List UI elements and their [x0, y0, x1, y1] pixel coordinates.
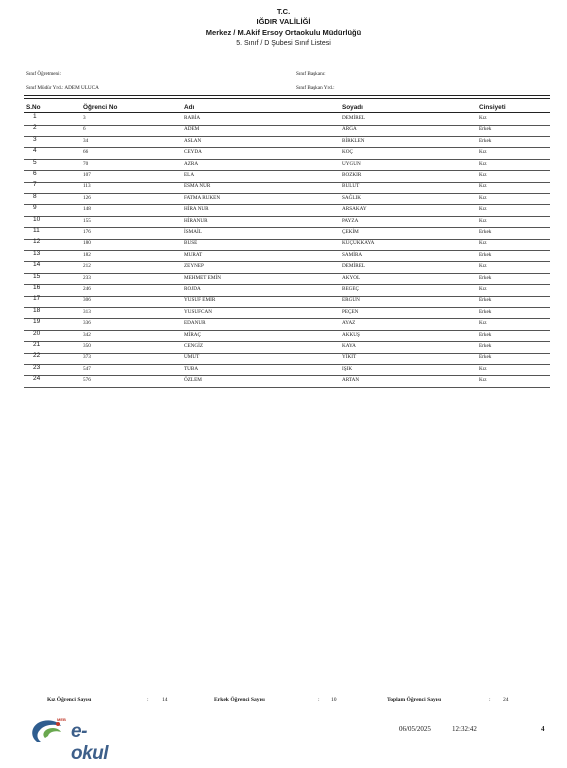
- row-sno: 1: [33, 113, 37, 120]
- row-student-no: 576: [83, 377, 91, 384]
- row-student-no: 233: [83, 274, 91, 281]
- row-gender: Kız: [479, 194, 487, 201]
- logo-meb-text: MEB: [57, 717, 66, 722]
- row-student-no: 70: [83, 160, 89, 167]
- row-sno: 16: [33, 284, 41, 291]
- row-gender: Kız: [479, 149, 487, 156]
- row-sno: 4: [33, 147, 37, 155]
- row-student-no: 6: [83, 126, 86, 133]
- row-student-no: 336: [83, 320, 91, 327]
- row-gender: Kız: [479, 263, 487, 270]
- row-gender: Kız: [479, 115, 487, 121]
- row-student-no: 148: [83, 206, 91, 213]
- vice-principal-label: Sınıf Müdür Yrd.: ADEM ULUCA: [26, 85, 99, 91]
- row-last-name: AYAZ: [342, 320, 356, 327]
- row-sno: 12: [33, 238, 41, 246]
- row-gender: Erkek: [479, 229, 492, 235]
- row-last-name: KÜÇÜKKAYA: [342, 240, 375, 247]
- boys-colon: :: [318, 697, 320, 703]
- row-last-name: UYGUN: [342, 160, 361, 167]
- row-student-no: 107: [83, 172, 91, 178]
- girls-count-value: 14: [162, 697, 168, 703]
- row-gender: Erkek: [479, 137, 492, 144]
- row-first-name: EDANUR: [184, 320, 206, 327]
- row-sno: 23: [33, 363, 41, 371]
- row-first-name: MİRAÇ: [184, 331, 202, 338]
- girls-count-label: Kız Öğrenci Sayısı: [47, 697, 92, 703]
- row-last-name: DEMİREL: [342, 115, 366, 121]
- row-first-name: HİRANUR: [184, 217, 208, 224]
- row-sno: 7: [33, 181, 37, 189]
- row-gender: Kız: [479, 160, 487, 167]
- girls-count-block: [47, 697, 91, 703]
- row-last-name: ARTAN: [342, 377, 360, 384]
- girls-colon: :: [147, 697, 149, 703]
- row-student-no: 155: [83, 217, 91, 224]
- row-student-no: 342: [83, 331, 91, 338]
- row-gender: Kız: [479, 377, 487, 384]
- row-sno: 20: [33, 329, 41, 337]
- row-first-name: ELA: [184, 172, 195, 178]
- row-last-name: KOÇ: [342, 149, 353, 156]
- row-last-name: ÇEKİM: [342, 229, 359, 235]
- logo-text: e-okul: [71, 721, 109, 764]
- row-sno: 6: [33, 170, 37, 177]
- row-first-name: MEHMET EMİN: [184, 274, 221, 281]
- row-first-name: BUSE: [184, 240, 198, 247]
- row-sno: 9: [33, 204, 37, 212]
- header-school: Merkez / M.Akif Ersoy Ortaokulu Müdürlüğü: [205, 28, 362, 37]
- row-sno: 14: [33, 261, 41, 269]
- header-rule-second: [24, 98, 550, 99]
- row-student-no: 113: [83, 183, 91, 190]
- row-gender: Kız: [479, 172, 487, 178]
- row-first-name: TUBA: [184, 365, 199, 372]
- row-student-no: 373: [83, 354, 91, 361]
- total-count-block: [387, 697, 441, 703]
- row-first-name: İSMAİL: [184, 229, 202, 235]
- row-first-name: ASLAN: [184, 137, 202, 144]
- row-gender: Kız: [479, 183, 487, 190]
- row-first-name: FATMA RUKEN: [184, 194, 221, 201]
- row-student-no: 176: [83, 229, 91, 235]
- vice-president-label: Sınıf Başkan Yrd.:: [296, 85, 335, 91]
- row-last-name: BEGEÇ: [342, 286, 360, 292]
- row-last-name: IŞIK: [342, 365, 353, 372]
- row-gender: Kız: [479, 206, 487, 213]
- row-gender: Kız: [479, 217, 487, 224]
- row-gender: Erkek: [479, 274, 492, 281]
- row-sno: 19: [33, 318, 41, 326]
- class-president-label: Sınıf Başkanı:: [296, 71, 326, 77]
- row-sno: 18: [33, 306, 41, 314]
- row-last-name: ARGA: [342, 126, 357, 133]
- row-first-name: UMUT: [184, 354, 200, 361]
- row-sno: 13: [33, 249, 41, 257]
- row-gender: Erkek: [479, 308, 492, 315]
- total-count-label: Toplam Öğrenci Sayısı: [387, 697, 442, 703]
- row-first-name: CENGİZ: [184, 343, 204, 349]
- row-student-no: 126: [83, 194, 91, 201]
- row-gender: Erkek: [479, 343, 492, 349]
- row-first-name: CEYDA: [184, 149, 202, 156]
- print-date: 06/05/2025: [399, 725, 431, 733]
- row-student-no: 313: [83, 308, 91, 315]
- col-header-no: Öğrenci No: [83, 104, 118, 111]
- row-student-no: 547: [83, 365, 91, 372]
- print-time: 12:32:42: [452, 725, 477, 733]
- row-student-no: 350: [83, 343, 91, 349]
- row-student-no: 3: [83, 115, 86, 121]
- row-sno: 17: [33, 295, 41, 303]
- row-student-no: 306: [83, 297, 91, 304]
- row-first-name: HİRA NUR: [184, 206, 209, 213]
- row-sno: 3: [33, 135, 37, 143]
- row-sno: 5: [33, 158, 37, 166]
- row-sno: 11: [33, 227, 40, 234]
- row-last-name: KAYA: [342, 343, 356, 349]
- header-tc: T.C.: [276, 7, 291, 16]
- row-gender: Erkek: [479, 251, 492, 258]
- row-first-name: ESMA NUR: [184, 183, 211, 190]
- row-sno: 15: [33, 272, 41, 280]
- row-last-name: AKYOL: [342, 274, 361, 281]
- class-teacher-label: Sınıf Öğretmeni:: [26, 71, 62, 77]
- boys-count-block: [214, 697, 265, 703]
- row-last-name: YİKİT: [342, 354, 357, 361]
- row-first-name: ROJDA: [184, 286, 201, 292]
- row-gender: Kız: [479, 240, 487, 247]
- row-last-name: BİRKLEN: [342, 137, 365, 144]
- row-sno: 10: [33, 215, 41, 223]
- row-first-name: ADEM: [184, 126, 200, 133]
- page-title: 5. Sınıf / D Şubesi Sınıf Listesi: [236, 40, 331, 47]
- row-last-name: BULUT: [342, 183, 360, 190]
- header-governorship: IĞDIR VALİLİĞİ: [256, 17, 311, 26]
- row-last-name: ERGÜN: [342, 297, 360, 304]
- e-okul-logo: [27, 716, 109, 764]
- row-sno: 24: [33, 375, 41, 383]
- row-student-no: 34: [83, 137, 89, 144]
- col-header-soyad: Soyadı: [342, 104, 363, 111]
- row-student-no: 66: [83, 149, 89, 156]
- table-row: [24, 375, 550, 388]
- row-sno: 8: [33, 192, 37, 200]
- row-last-name: BOZKIR: [342, 172, 362, 178]
- row-first-name: ÖZLEM: [184, 377, 202, 384]
- row-last-name: DEMİREL: [342, 263, 366, 270]
- col-header-sno: S.No: [26, 104, 41, 111]
- row-gender: Kız: [479, 365, 487, 372]
- page-number: 4: [541, 725, 545, 733]
- row-first-name: AZRA: [184, 160, 199, 167]
- col-header-ad: Adı: [184, 104, 195, 111]
- row-gender: Kız: [479, 320, 487, 327]
- boys-count-value: 10: [331, 697, 337, 703]
- total-colon: :: [489, 697, 491, 703]
- row-gender: Erkek: [479, 354, 492, 361]
- row-gender: Erkek: [479, 297, 492, 304]
- row-student-no: 246: [83, 286, 91, 292]
- row-gender: Erkek: [479, 331, 492, 338]
- row-last-name: PEÇEN: [342, 308, 359, 315]
- row-sno: 21: [33, 341, 41, 348]
- row-last-name: SAĞLIK: [342, 194, 362, 201]
- total-count-value: 24: [503, 697, 509, 703]
- header-rule-top: [24, 95, 550, 96]
- row-first-name: MURAT: [184, 251, 203, 258]
- row-last-name: AKKUŞ: [342, 331, 360, 338]
- row-first-name: RABİA: [184, 115, 201, 121]
- row-sno: 22: [33, 352, 41, 360]
- row-student-no: 182: [83, 251, 91, 258]
- row-gender: Kız: [479, 286, 487, 292]
- boys-count-label: Erkek Öğrenci Sayısı: [214, 697, 265, 703]
- row-student-no: 180: [83, 240, 91, 247]
- row-student-no: 212: [83, 263, 91, 270]
- row-last-name: ARSAKAY: [342, 206, 367, 213]
- row-gender: Erkek: [479, 126, 492, 133]
- col-header-cinsiyet: Cinsiyeti: [479, 104, 506, 111]
- row-first-name: ZEYNEP: [184, 263, 204, 270]
- row-last-name: PAYZA: [342, 217, 359, 224]
- row-last-name: SAMİRA: [342, 251, 363, 258]
- row-first-name: YUSUF EMİR: [184, 297, 216, 304]
- row-sno: 2: [33, 124, 37, 132]
- row-first-name: YUSUFCAN: [184, 308, 212, 315]
